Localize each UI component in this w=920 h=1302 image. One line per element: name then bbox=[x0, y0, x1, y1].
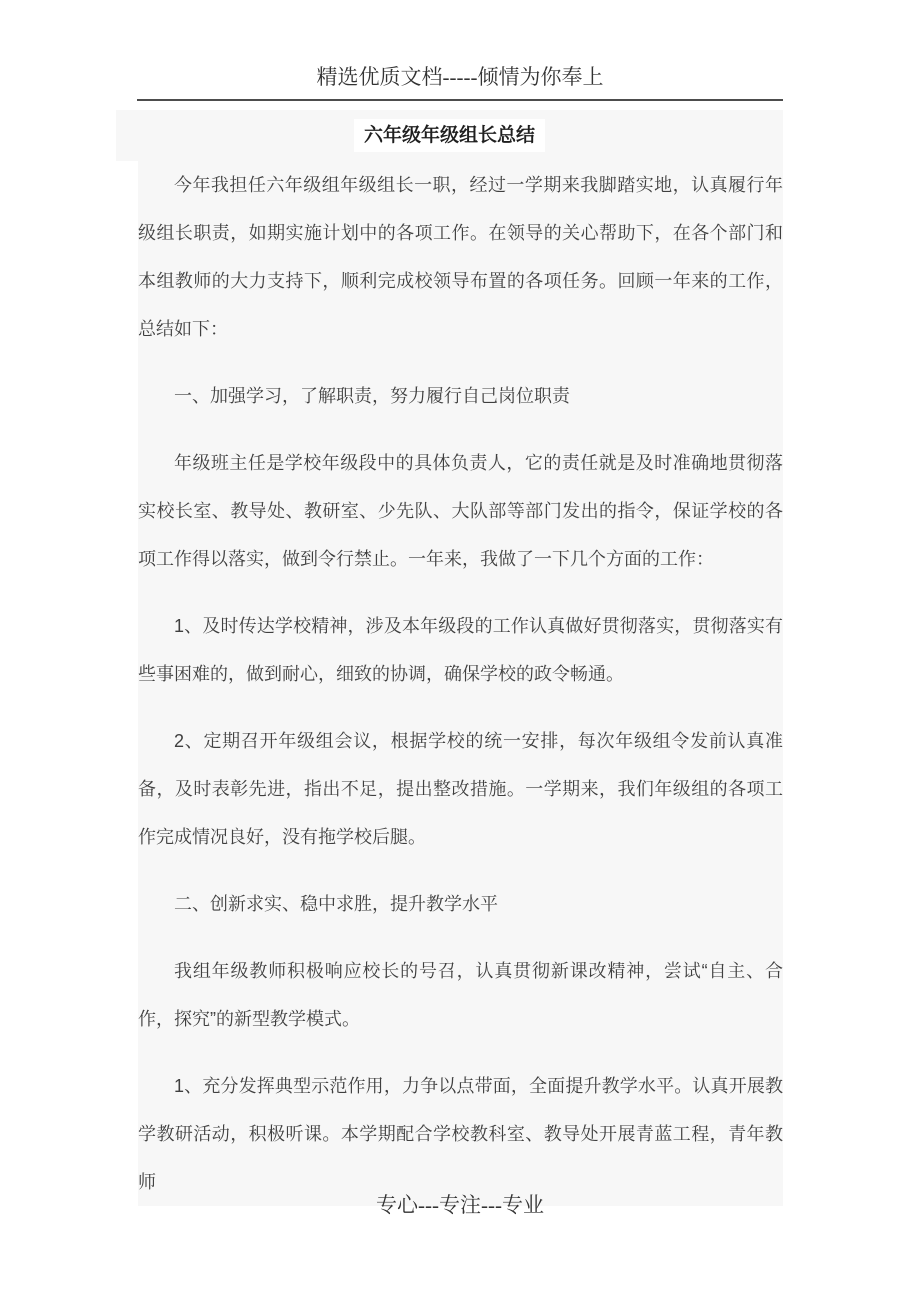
footer-slogan: 专心---专注---专业 bbox=[376, 1193, 544, 1217]
paragraph-section-2-body: 我组年级教师积极响应校长的号召，认真贯彻新课改精神，尝试“自主、合作，探究”的新型教学模式。 bbox=[138, 961, 783, 1029]
header-slogan: 精选优质文档-----倾情为你奉上 bbox=[316, 65, 604, 89]
document-body bbox=[138, 161, 783, 1206]
paragraph-section-1-item-1: 1、及时传达学校精神，涉及本年级段的工作认真做好贯彻落实，贯彻落实有些事困难的，做到耐心，细致的协调，确保学校的政令畅通。 bbox=[138, 616, 783, 684]
paragraph-intro: 今年我担任六年级组年级组长一职，经过一学期来我脚踏实地，认真履行年级组长职责，如期实施计划中的各项工作。在领导的关心帮助下，在各个部门和本组教师的大力支持下，顺利完成校领导布置的各项任务。回顾一年来的工作，总结如下： bbox=[138, 175, 783, 339]
paragraph-section-1-body: 年级班主任是学校年级段中的具体负责人，它的责任就是及时准确地贯彻落实校长室、教导处、教研室、少先队、大队部等部门发出的指令，保证学校的各项工作得以落实，做到令行禁止。一年来，我做了一下几个方面的工作： bbox=[138, 453, 783, 569]
paragraph-section-2-heading: 二、创新求实、稳中求胜，提升教学水平 bbox=[174, 894, 498, 914]
paragraph-section-1-heading: 一、加强学习，了解职责，努力履行自己岗位职责 bbox=[174, 386, 570, 406]
header-divider-line bbox=[137, 99, 783, 101]
paragraph-section-2-item-1: 1、充分发挥典型示范作用，力争以点带面，全面提升教学水平。认真开展教学教研活动，积极听课。本学期配合学校教科室、教导处开展青蓝工程，青年教师 bbox=[138, 1076, 783, 1192]
title-band bbox=[116, 110, 783, 161]
paragraph-section-1-item-2: 2、定期召开年级组会议，根据学校的统一安排，每次年级组令发前认真准备，及时表彰先进，指出不足，提出整改措施。一学期来，我们年级组的各项工作完成情况良好，没有拖学校后腿。 bbox=[138, 731, 783, 847]
document-title: 六年级年级组长总结 bbox=[354, 119, 545, 152]
